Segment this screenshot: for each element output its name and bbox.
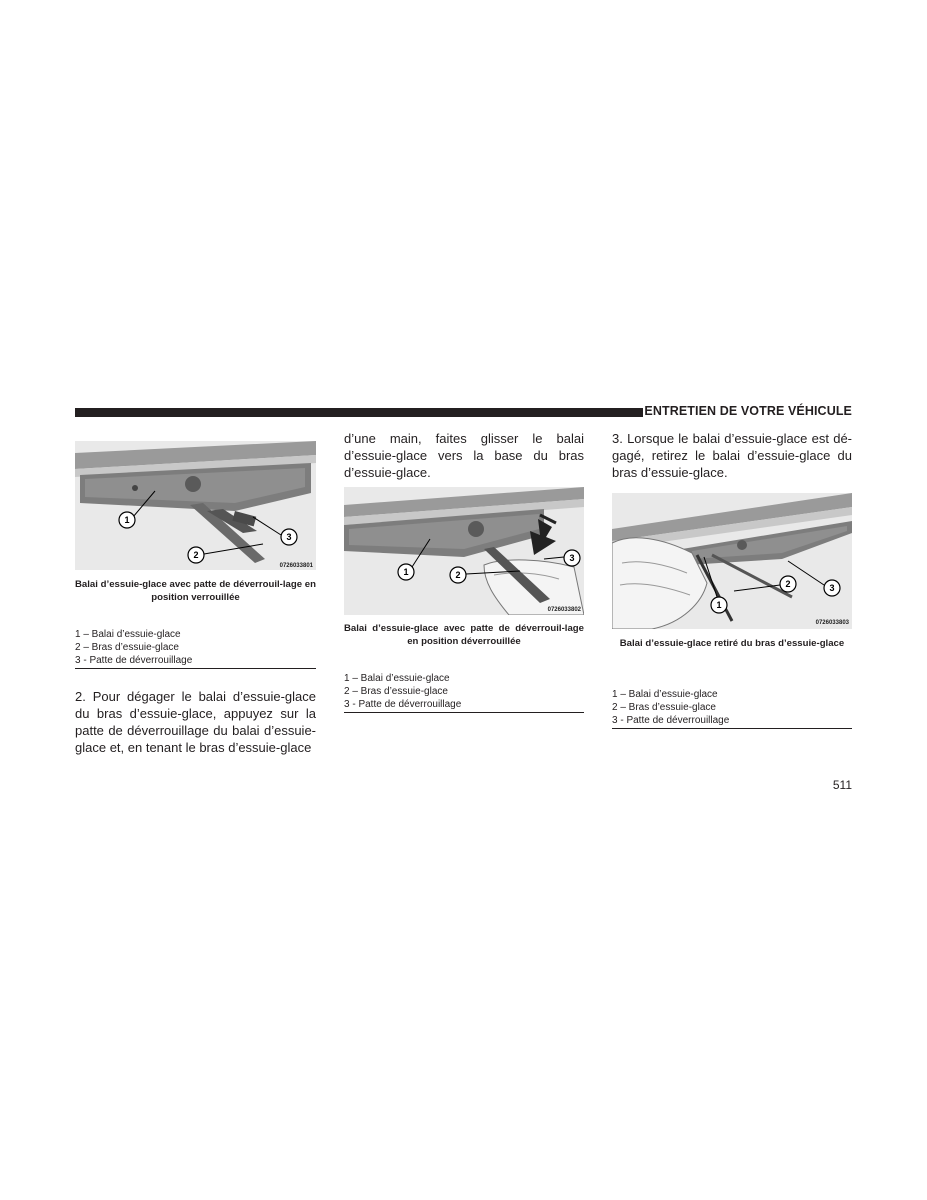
legend-item: 1 – Balai d’essuie-glace [612, 689, 718, 700]
legend-item: 2 – Bras d’essuie-glace [75, 642, 179, 653]
wiper-removed-illustration [612, 493, 852, 629]
callout-3: 3 [829, 583, 835, 593]
figure-3-legend [612, 688, 852, 727]
figure-3-caption: Balai d’essuie-glace retiré du bras d’essuie-glace [619, 638, 845, 649]
header-rule [75, 408, 643, 417]
figure-3-illustration [612, 493, 852, 629]
legend-item: 3 - Patte de déverrouillage [344, 699, 462, 710]
figure-1-caption: Balai d’essuie-glace avec patte de déverrouil-lage en position verrouillée [75, 579, 316, 603]
callout-2: 2 [193, 550, 199, 560]
section-title: ENTRETIEN DE VOTRE VÉHICULE [644, 404, 852, 418]
callout-3: 3 [569, 553, 575, 563]
legend-item: 2 – Bras d’essuie-glace [612, 702, 716, 713]
callout-3: 3 [286, 532, 292, 542]
figure-2-illustration [344, 487, 584, 615]
wiper-unlocked-illustration [344, 487, 584, 615]
step-2-continuation: d’une main, faites glisser le balai d’essuie-glace vers la base du bras d’essuie-glace. [344, 431, 584, 480]
legend-rule [612, 728, 852, 729]
figure-code: 0726033801 [279, 563, 313, 569]
legend-item: 3 - Patte de déverrouillage [75, 655, 193, 666]
legend-item: 1 – Balai d’essuie-glace [75, 629, 181, 640]
callout-2: 2 [785, 579, 791, 589]
step-2-paragraph: 2. Pour dégager le balai d’essuie-glace du bras d’essuie-glace, appuyez sur la patte de déverrouillage du balai d’essuie-glace et, en tenant le bras d’essuie-glace [75, 689, 316, 755]
callout-1: 1 [124, 515, 130, 525]
figure-code: 0726033802 [547, 607, 581, 613]
figure-1-legend [75, 628, 316, 667]
figure-2-caption: Balai d’essuie-glace avec patte de déverrouil-lage en position déverrouillée [344, 623, 584, 647]
callout-1: 1 [403, 567, 409, 577]
legend-item: 3 - Patte de déverrouillage [612, 715, 730, 726]
figure-code: 0726033803 [815, 620, 849, 626]
step-3-paragraph: 3. Lorsque le balai d’essuie-glace est dé-gagé, retirez le balai d’essuie-glace du bras d’essuie-glace. [612, 431, 852, 480]
legend-item: 2 – Bras d’essuie-glace [344, 686, 448, 697]
page-number: 511 [832, 778, 852, 792]
callout-1: 1 [716, 600, 722, 610]
figure-1-illustration [75, 441, 316, 570]
legend-rule [75, 668, 316, 669]
wiper-locked-illustration [75, 441, 316, 570]
figure-2-legend [344, 672, 584, 711]
legend-item: 1 – Balai d’essuie-glace [344, 673, 450, 684]
callout-2: 2 [455, 570, 461, 580]
legend-rule [344, 712, 584, 713]
